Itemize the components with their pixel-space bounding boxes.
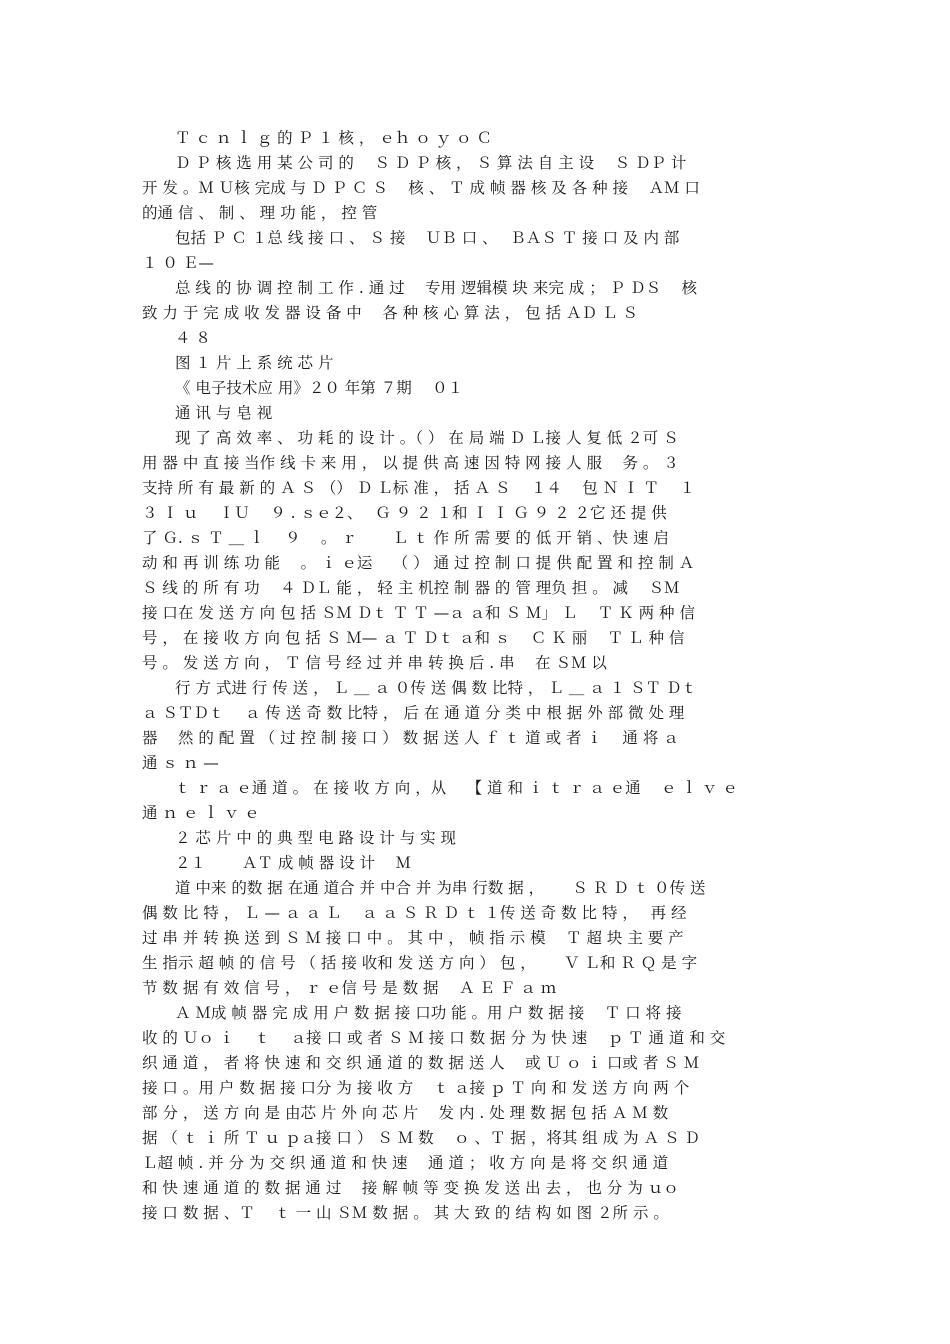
text-line: 包括 Ｐ Ｃ １总 线 接 口 、 Ｓ 接 ＵＢ 口 、 ＢＡＳ Ｔ 接 口 及 内 部 [175, 229, 680, 247]
text-line: 过 串 并 转 换 送 到 Ｓ Ｍ 接 口 中 。 其 中 ， 帧 指 示 模 Ｔ 超 块 主 要 产 [142, 929, 684, 947]
text-line: Ｓ 线 的 所 有 功 ４ ＤＬ 能 ， 轻 主 机控 制 器 的 管 理负 担 。 减 ＳＭ [142, 579, 680, 597]
text-line: 用 器 中 直 接 当作 线 卡 来 用 ， 以 提 供 高 速 因 特 网 接 人 服 务 。 ３ [142, 454, 679, 472]
text-line: 器 然 的 配 置 （ 过 控 制 接 口 ） 数 据 送 人 ｆ ｔ 道 或 者 ｉ 通 将 ａ [142, 729, 679, 747]
text-line: 开 发 。Ｍ Ｕ核 完成 与 Ｄ Ｐ Ｃ Ｓ 核 、 Ｔ 成 帧 器 核 及 各 种 接 ＡＭ 口 [142, 179, 700, 197]
text-line: 接 口在 发 送 方 向 包 括 ＳＭ Ｄｔ Ｔ Ｔ —ａ ａ和 Ｓ Ｍ」 Ｌ Ｔ Ｋ 两 种 信 [142, 604, 695, 622]
text-line: １ ０ Ｅ— [142, 254, 214, 272]
text-line: 现 了 高 效 率 、 功 耗 的 设 计 。（ ） 在 局 端 Ｄ Ｌ接 人 复 低 ２可 Ｓ [175, 429, 679, 447]
text-line: 接 口 。用 户 数 据 接 口分 为 接 收 方 ｔ ａ接 ｐ Ｔ 向 和 发 送 方 向 两 个 [142, 1079, 690, 1097]
text-line: 号 ， 在 接 收 方 向 包 括 Ｓ Ｍ— ａ Ｔ Ｄｔ ａ和 ｓ Ｃ Ｋ 丽 Ｔ Ｌ 种 信 [142, 629, 685, 647]
text-line: 部 分 ， 送 方 向 是 由芯 片 外 向 芯 片 发 内 . 处 理 数 据 包 括 Ａ Ｍ 数 [142, 1104, 669, 1122]
journal-footer: 《 电子技术应 用》２０ 年第 ７期 ０１ [175, 379, 464, 397]
text-line: ａ ＳＴＤｔ ａ 传 送 奇 数 比特 ， 后 在 通 道 分 类 中 根 据 外 部 微 处 理 [142, 704, 685, 722]
text-line: 和 快 速 通 道 的 数 据 通 过 接 解 帧 等 变 换 发 送 出 去 ， 也 分 为 ｕｏ [142, 1179, 679, 1197]
section-header: 通 讯 与 皂 视 [175, 404, 273, 422]
text-line: 的通 信 、 制 、 理 功 能 ， 控 管 [142, 204, 378, 222]
text-line: 支持 所 有 最 新 的 Ａ Ｓ （） Ｄ Ｌ标 准 ， 括 Ａ Ｓ １４ 包 Ｎ Ｉ Ｔ １ [142, 479, 695, 497]
text-line: 生 指示 超 帧 的 信 号 （ 括 接 收和 发 送 方 向 ） 包 ， Ｖ Ｌ和 Ｒ Ｑ 是 字 [142, 954, 698, 972]
text-line: Ｔ ｃ ｎ ｌ ｇ 的 Ｐ １ 核 ， ｅｈ ｏ ｙ ｏ Ｃ [175, 129, 492, 147]
text-line: 偶 数 比 特 ， Ｌ — ａ ａ Ｌ ａ ａ Ｓ Ｒ Ｄ ｔ １传 送 奇 数 比 特 ， 再 经 [142, 904, 687, 922]
text-line: 收 的 Ｕｏ ｉ ｔ ａ接 口 或 者 Ｓ Ｍ 接 口 数 据 分 为 快 速 ｐ Ｔ 通 道 和 交 [142, 1029, 726, 1047]
subsection-heading: ２１ ＡＴ 成 帧 器 设 计 Ｍ [175, 854, 411, 872]
figure-caption: 图 １ 片 上 系 统 芯 片 [175, 354, 334, 372]
text-line: 了 Ｇ. ｓ Ｔ ＿ ｌ ９ 。 ｒ Ｌ ｔ 作 所 需 要 的 低 开 销 、快 速 启 [142, 529, 669, 547]
text-line: 据 （ ｔ ｉ 所 Ｔ ｕ ｐａ接 口 ） Ｓ Ｍ 数 ｏ 、Ｔ 据 ，将其 组 成 为 Ａ Ｓ Ｄ [142, 1129, 700, 1147]
text-line: 通 ｎ ｅ ｌ ｖ ｅ [142, 804, 260, 822]
text-line: 号 。 发 送 方 向 ， Ｔ 信 号 经 过 并 串 转 换 后 . 串 在 ＳＭ 以 [142, 654, 607, 672]
text-line: 织 通 道 ， 者 将 快 速 和 交 织 通 道 的 数 据 送 人 或 Ｕ ｏ ｉ 口或 者 Ｓ Ｍ [142, 1054, 700, 1072]
section-heading: ２ 芯 片 中 的 典 型 电 路 设 计 与 实 现 [175, 829, 457, 847]
text-line: ３ Ｉ ｕ ＩＵ ９ . ｓｅ２、 Ｇ ９ ２ １和 Ｉ Ｉ Ｇ ９ ２ ２它 还 提 供 [142, 504, 667, 522]
text-line: 节 数 据 有 效 信 号 ， ｒ ｅ信 号 是 数 据 Ａ Ｅ Ｆ ａ ｍ [142, 979, 557, 997]
text-line: 行 方 式进 行 传 送 ， Ｌ ＿ ａ ０传 送 偶 数 比特 ， Ｌ ＿ ａ １ ＳＴ Ｄｔ [175, 679, 697, 697]
text-line: Ａ Ｍ成 帧 器 完 成 用 户 数 据 接 口功 能 。用 户 数 据 接 Ｔ 口 将 接 [175, 1004, 682, 1022]
text-line: 动 和 再 训 练 功 能 。 ｉ ｅ运 （ ） 通 过 控 制 口 提 供 配 置 和 控 制 Ａ [142, 554, 695, 572]
text-line: 致 力 于 完 成 收 发 器 设 备 中 各 种 核 心 算 法 ， 包 括 ＡＤ Ｌ Ｓ [142, 304, 638, 322]
text-line: 道 中来 的数 据 在通 道合 并 中合 并 为串 行数 据 ， Ｓ Ｒ Ｄ ｔ ０传 送 [175, 879, 706, 897]
text-line: ｔ ｒ ａ ｅ通 道 。 在 接 收 方 向 ，从 【 道 和 ｉ ｔ ｒ ａ ｅ通 ｅ ｌ ｖ ｅ [175, 779, 738, 797]
text-line: Ｌ超 帧 . 并 分 为 交 织 通 道 和 快 速 通 道 ； 收 方 向 是 将 交 织 通 道 [142, 1154, 669, 1172]
text-line: ４ ８ [175, 329, 211, 347]
text-line: 总 线 的 协 调 控 制 工 作 . 通 过 专用 逻辑模 块 来完 成 ； Ｐ ＤＳ 核 [175, 279, 697, 297]
text-line: Ｄ Ｐ 核 选 用 某 公 司 的 Ｓ Ｄ Ｐ 核 ， Ｓ 算 法 自 主 设 Ｓ ＤＰ 计 [175, 154, 687, 172]
text-line: 通 ｓ ｎ — [142, 754, 219, 772]
text-line: 接 口 数 据 、Ｔ ｔ 一 山 ＳＭ 数 据 。 其 大 致 的 结 构 如 图 ２所 示 。 [142, 1204, 669, 1222]
